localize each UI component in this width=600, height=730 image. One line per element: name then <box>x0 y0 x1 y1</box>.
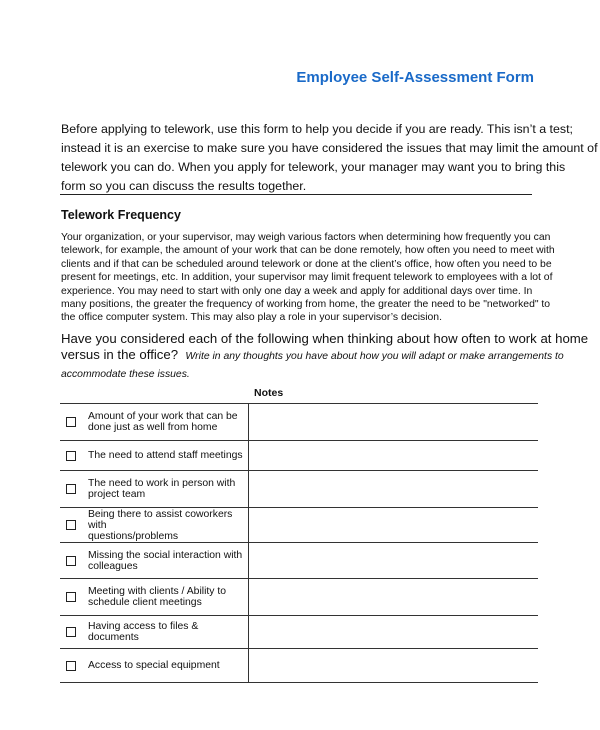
checkbox[interactable] <box>66 627 76 637</box>
table-row <box>60 543 538 579</box>
item-cell <box>60 543 249 579</box>
checkbox[interactable] <box>66 451 76 461</box>
checklist-table <box>60 403 538 683</box>
notes-field[interactable] <box>249 404 539 441</box>
checkbox[interactable] <box>66 484 76 494</box>
item-label: Meeting with clients / Ability to schedule client meetings <box>88 586 227 608</box>
item-label: Missing the social interaction with colleagues <box>88 549 243 572</box>
form-title: Employee Self-Assessment Form <box>296 69 534 86</box>
checkbox[interactable] <box>66 556 76 566</box>
notes-field[interactable] <box>249 441 539 471</box>
item-label: Amount of your work that can be done just as well from home <box>88 411 238 433</box>
notes-field[interactable] <box>249 649 539 683</box>
table-row <box>60 508 538 543</box>
question-line: versus in the office? <box>61 347 179 362</box>
instruction: Write in any thoughts you have about how you will adapt or make arrangements to <box>185 351 564 362</box>
intro-line: telework you can do. When you apply for telework, your manager may want you to bring this <box>61 160 566 174</box>
body-line: clients and if that can be scheduled around telework or done at the client’s office, how often you need to be <box>61 258 552 270</box>
checkbox[interactable] <box>66 661 76 671</box>
table-row <box>60 404 538 441</box>
item-cell <box>60 404 249 441</box>
checkbox[interactable] <box>66 417 76 427</box>
notes-field[interactable] <box>249 579 539 616</box>
table-row <box>60 616 538 649</box>
item-cell <box>60 471 249 508</box>
body-line: experience. You may need to start with only one day a week and apply for additional days over time. In <box>61 285 533 297</box>
intro-paragraph <box>61 120 598 196</box>
question-line: Have you considered each of the following when thinking about how often to work at home <box>61 331 589 346</box>
checkbox[interactable] <box>66 520 76 530</box>
notes-field[interactable] <box>249 508 539 543</box>
instruction: accommodate these issues. <box>61 369 190 380</box>
section-title: Telework Frequency <box>61 208 181 222</box>
checkbox[interactable] <box>66 592 76 602</box>
table-row <box>60 579 538 616</box>
item-cell <box>60 508 249 543</box>
item-cell <box>60 579 249 616</box>
body-line: Your organization, or your supervisor, may weigh various factors when determining how frequently you can <box>61 232 551 243</box>
section-body <box>61 231 555 325</box>
item-cell <box>60 649 249 683</box>
intro-line: Before applying to telework, use this form to help you decide if you are ready. This isn’t a test; <box>61 122 573 136</box>
item-label: The need to work in person with project team <box>88 478 236 500</box>
table-row <box>60 441 538 471</box>
item-cell <box>60 441 249 471</box>
table-row <box>60 649 538 683</box>
item-label: Having access to files & documents <box>88 621 199 643</box>
body-line: many positions, the greater the frequency of working from home, the greater the need to be "networked" to <box>61 299 551 311</box>
body-line: telework, for example, the amount of your work that can be done remotely, how often you need to meet with <box>61 245 555 257</box>
notes-field[interactable] <box>249 616 539 649</box>
table-row <box>60 471 538 508</box>
notes-field[interactable] <box>249 543 539 579</box>
intro-line: instead it is an exercise to make sure you have considered the issues that may limit the amount of <box>61 141 598 155</box>
notes-header: Notes <box>254 387 284 399</box>
divider <box>60 194 532 195</box>
body-line: the office computer system. This may also play a role in your supervisor’s decision. <box>61 312 442 324</box>
item-cell <box>60 616 249 649</box>
item-label: Access to special equipment <box>88 660 220 671</box>
item-label: The need to attend staff meetings <box>88 450 243 461</box>
intro-line: form so you can discuss the results together. <box>61 179 307 193</box>
question <box>61 331 588 383</box>
notes-field[interactable] <box>249 471 539 508</box>
body-line: present for meetings, etc. In addition, your supervisor may limit frequent telework to employees with a lot of <box>61 272 553 284</box>
item-label: Being there to assist coworkers with questions/problems <box>88 508 233 542</box>
